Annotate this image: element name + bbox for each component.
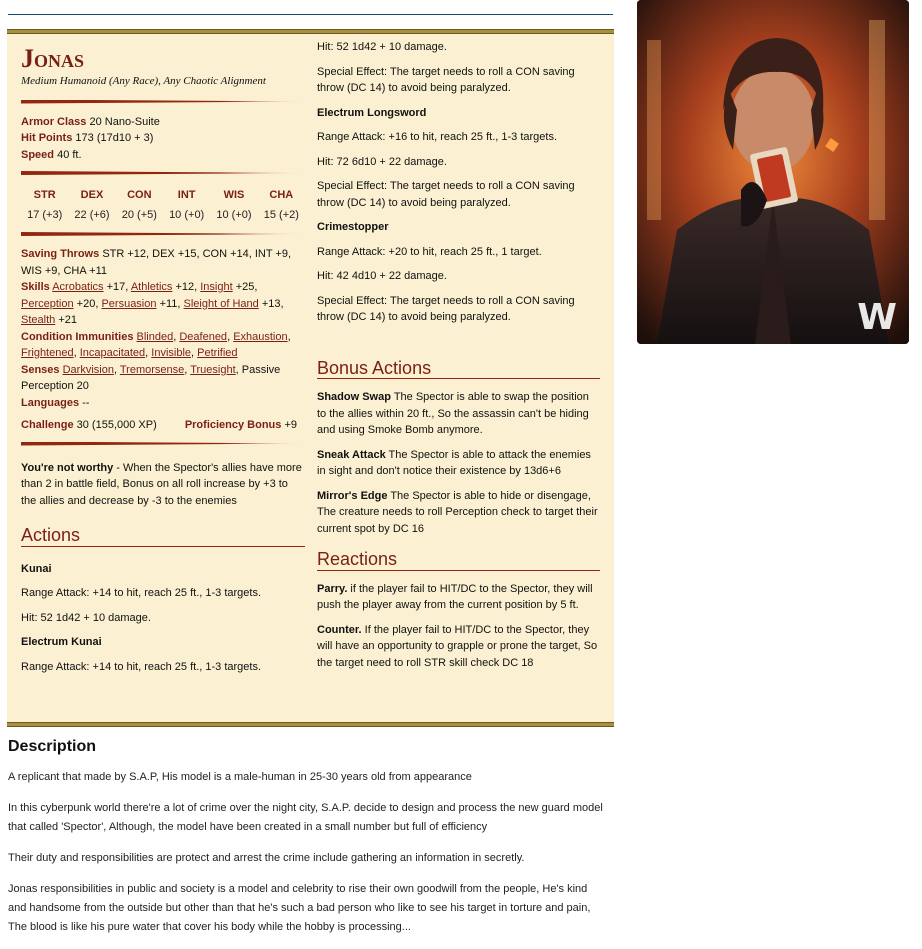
armor-class: Armor Class 20 Nano-Suite <box>21 115 160 128</box>
divider <box>21 442 305 446</box>
stat-block-left-column <box>21 39 305 683</box>
skill-link-perception[interactable]: Perception <box>21 297 74 310</box>
skill-link-persuasion[interactable]: Persuasion <box>101 297 157 310</box>
languages: Languages -- <box>21 396 90 409</box>
skill-link-sleight-of-hand[interactable]: Sleight of Hand <box>183 297 259 310</box>
ability-name: STR <box>33 189 56 201</box>
top-divider <box>8 14 613 15</box>
skill-link-insight[interactable]: Insight <box>200 281 233 293</box>
ability-value: 22 (+6) <box>74 208 110 221</box>
condition-link-frightened[interactable]: Frightened <box>21 347 74 359</box>
action-special: Special Effect: The target needs to roll a CON saving throw (DC 14) to avoid being paralyzed. <box>317 294 575 323</box>
character-portrait <box>637 0 909 344</box>
description-title: Description <box>8 738 97 755</box>
saving-throws: Saving Throws STR +12, DEX +15, CON +14, INT +9, WIS +9, CHA +11 <box>21 248 292 277</box>
skill-link-athletics[interactable]: Athletics <box>130 281 173 293</box>
stat-block-right-column <box>317 39 600 679</box>
character-portrait-art <box>637 0 909 344</box>
condition-immunities: Condition Immunities Blinded, Deafened, Exhaustion, Frightened, Incapacitated, Invisible, Petrified <box>21 330 291 359</box>
divider <box>21 100 305 104</box>
sense-link-tremorsense[interactable]: Tremorsense <box>119 363 185 376</box>
sense-link-darkvision[interactable]: Darkvision <box>62 363 114 376</box>
ability-name: INT <box>177 189 196 201</box>
trait-you-are-not-worthy: You're not worthy - When the Spector's allies have more than 2 in battle field, Bonus on all roll increase by +3 to the allies and decrease by -3 to the enemies <box>21 461 302 507</box>
bonus-action-sneak-attack: Sneak Attack The Spector is able to attack the enemies in sight and don't notice their existence by 13d6+6 <box>317 448 591 477</box>
ability-value: 20 (+5) <box>121 208 157 221</box>
action-name: Electrum Kunai <box>21 636 102 648</box>
monster-name: Jonas <box>21 44 85 73</box>
action-hit: Hit: 42 4d10 + 22 damage. <box>317 270 447 282</box>
action-hit: Hit: 52 1d42 + 10 damage. <box>21 611 151 624</box>
ability-value: 10 (+0) <box>216 208 252 221</box>
bonus-action-mirrors-edge: Mirror's Edge The Spector is able to hide or disengage, The creature needs to roll Perception check to target their current spot by DC 16 <box>317 489 598 535</box>
monster-meta: Medium Humanoid (Any Race), Any Chaotic Alignment <box>21 75 266 87</box>
action-range: Range Attack: +14 to hit, reach 25 ft., 1-3 targets. <box>21 587 262 599</box>
description-paragraph: Their duty and responsibilities are protect and arrest the crime include gathering an information in secretly. <box>8 852 525 864</box>
description-paragraph: In this cyberpunk world there're a lot of crime over the night city, S.A.P. decide to design and process the new guard model that called 'Spector', Although, the model have been created in a small number but full of efficiency <box>8 802 603 833</box>
stat-block-bottom-bar <box>7 722 614 727</box>
reaction-counter: Counter. If the player fail to HIT/DC to the Spector, they will have an opportunity to grapple or prone the target, So the target need to roll STR skill check DC 18 <box>317 623 598 669</box>
action-special: Special Effect: The target needs to roll a CON saving throw (DC 14) to avoid being paralyzed. <box>317 180 575 209</box>
action-range: Range Attack: +20 to hit, reach 25 ft., 1 target. <box>317 245 542 258</box>
action-hit: Hit: 72 6d10 + 22 damage. <box>317 155 447 168</box>
ability-name: CON <box>127 189 152 201</box>
ability-value: 17 (+3) <box>27 208 63 221</box>
skills: Skills Acrobatics +17, Athletics +12, Insight +25, Perception +20, Persuasion +11, Sleight of Hand +13, Stealth +21 <box>21 281 284 326</box>
condition-link-petrified[interactable]: Petrified <box>197 347 238 359</box>
section-bonus-actions: Bonus Actions <box>317 360 600 380</box>
stat-block-top-bar <box>7 29 614 34</box>
action-range: Range Attack: +14 to hit, reach 25 ft., 1-3 targets. <box>21 660 262 673</box>
reaction-parry: Parry. if the player fail to HIT/DC to the Spector, they will push the player away from the current position by 5 ft. <box>317 582 593 611</box>
condition-link-deafened[interactable]: Deafened <box>179 330 228 343</box>
condition-link-invisible[interactable]: Invisible <box>151 347 192 359</box>
sense-link-truesight[interactable]: Truesight <box>190 363 236 376</box>
action-name: Crimestopper <box>317 221 389 233</box>
action-special: Special Effect: The target needs to roll a CON saving throw (DC 14) to avoid being paralyzed. <box>317 65 575 94</box>
ability-name: CHA <box>269 189 294 201</box>
action-name: Electrum Longsword <box>317 106 427 119</box>
ability-value: 15 (+2) <box>263 208 299 221</box>
divider <box>21 171 305 175</box>
divider <box>21 232 305 236</box>
proficiency-bonus: Proficiency Bonus +9 <box>184 419 297 431</box>
skill-link-acrobatics[interactable]: Acrobatics <box>52 281 104 293</box>
description-paragraph: Jonas responsibilities in public and society is a model and celebrity to rise their own goodwill from the people, He's kind and handsome from the outside but other than that he's such a bad person who like to see his target in torture and pain, The blood is like his pure water that cover his body while the hobby is processing... <box>8 883 591 933</box>
condition-link-exhaustion[interactable]: Exhaustion <box>233 330 288 343</box>
stat-block <box>7 29 614 727</box>
condition-link-incapacitated[interactable]: Incapacitated <box>79 347 146 359</box>
challenge: Challenge 30 (155,000 XP) <box>21 419 157 431</box>
section-reactions: Reactions <box>317 551 600 571</box>
challenge-row <box>21 417 305 434</box>
skill-link-stealth[interactable]: Stealth <box>21 314 56 326</box>
ability-value: 10 (+0) <box>169 208 205 221</box>
ability-scores <box>21 185 305 224</box>
action-name: Kunai <box>21 562 52 575</box>
action-hit: Hit: 52 1d42 + 10 damage. <box>317 41 447 53</box>
ability-name: DEX <box>80 189 104 201</box>
description-section <box>8 738 608 949</box>
senses: Senses Darkvision, Tremorsense, Truesight, Passive Perception 20 <box>21 363 281 392</box>
ability-name: WIS <box>223 189 245 201</box>
section-actions: Actions <box>21 527 305 547</box>
description-paragraph: A replicant that made by S.A.P, His model is a male-human in 25-30 years old from appearance <box>8 771 472 783</box>
speed: Speed 40 ft. <box>21 148 82 161</box>
action-range: Range Attack: +16 to hit, reach 25 ft., 1-3 targets. <box>317 131 558 143</box>
bonus-action-shadow-swap: Shadow Swap The Spector is able to swap the position to the allies within 20 ft., So the assassin can't be hiding and using Smoke Bomb anymore. <box>317 391 589 436</box>
condition-link-blinded[interactable]: Blinded <box>136 330 174 343</box>
hit-points: Hit Points 173 (17d10 + 3) <box>21 132 154 144</box>
watermark-logo: W <box>857 297 897 338</box>
